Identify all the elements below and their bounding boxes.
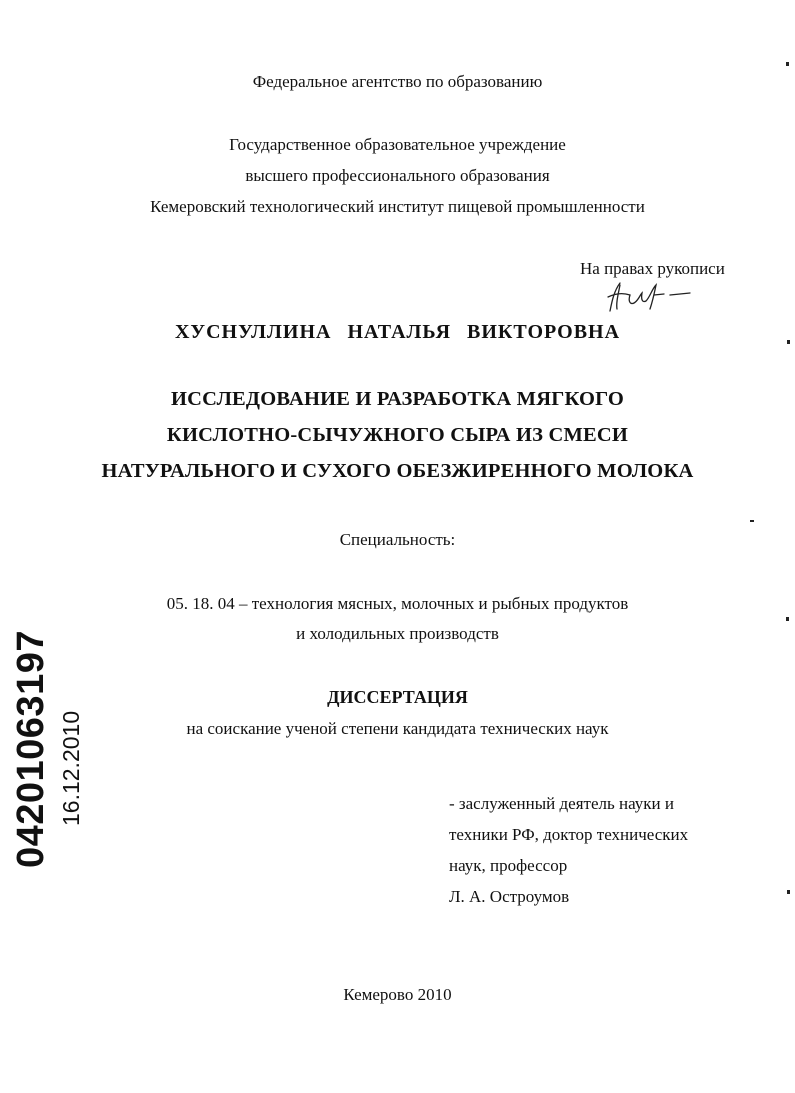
specialty-line: и холодильных производств [296,624,499,643]
thesis-degree: на соискание ученой степени кандидата технических наук [186,719,609,738]
title-line: НАТУРАЛЬНОГО И СУХОГО ОБЕЗЖИРЕННОГО МОЛОКА [101,460,694,482]
institution-line: Кемеровский технологический институт пищевой промышленности [150,197,645,216]
title-line: ИССЛЕДОВАНИЕ И РАЗРАБОТКА МЯГКОГО [170,388,625,410]
specialty-line: 05. 18. 04 – технология мясных, молочных и рыбных продуктов [166,594,629,613]
advisor-name: Л. А. Остроумов [449,887,570,906]
scan-speck [786,62,789,66]
scan-speck [786,617,789,621]
city-year: Кемерово 2010 [343,985,452,1004]
institution-line: высшего профессионального образования [245,166,550,185]
scan-speck [750,520,754,522]
stamp-date: 16.12.2010 [58,710,84,826]
specialty-label: Специальность: [339,530,456,549]
stamp-number: 04201063197 [10,630,52,868]
thesis-type: ДИССЕРТАЦИЯ [327,687,468,707]
scan-speck [787,340,790,344]
agency-name: Федеральное агентство по образованию [252,72,543,91]
scan-speck [787,890,790,894]
author-name: ХУСНУЛЛИНА НАТАЛЬЯ ВИКТОРОВНА [174,321,621,343]
signature [600,275,695,315]
title-line: КИСЛОТНО-СЫЧУЖНОГО СЫРА ИЗ СМЕСИ [166,424,629,446]
advisor-line: техники РФ, доктор технических [449,825,689,844]
rights-note: На правах рукописи [580,259,725,278]
institution-line: Государственное образовательное учреждение [229,135,566,154]
advisor-line: наук, профессор [449,856,568,875]
advisor-line: - заслуженный деятель науки и [449,794,674,813]
